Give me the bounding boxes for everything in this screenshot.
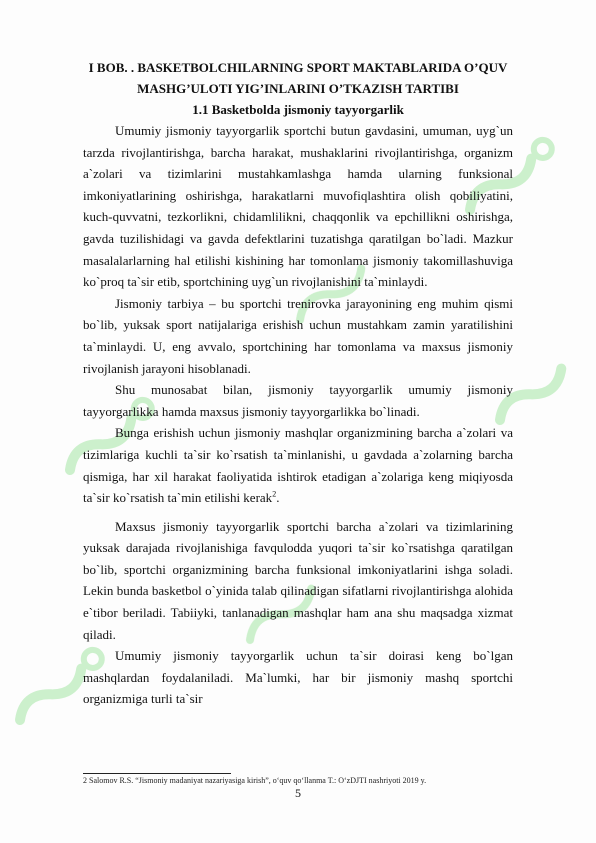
- chapter-title: I BOB. . BASKETBOLCHILARNING SPORT MAKTABLARIDA O’QUV MASHG’ULOTI YIG’INLARINI O’TKAZISH TARTIBI: [88, 60, 508, 96]
- paragraph: Shu munosabat bilan, jismoniy tayyorgarlik umumiy jismoniy tayyorgarlikka hamda maxsus jismoniy tayyorgarlikka bo`linadi.: [83, 382, 513, 419]
- paragraph-text: Bunga erishish uchun jismoniy mashqlar organizmining barcha a`zolari va tizimlariga kuchli ta`sir ko`rsatish ta`minlanishi, u gavdada a`zolarning barcha qismiga, har xil harakat faoliyatida ishtirok etadigan a`zolariga keng miqiyosda ta`sir ko`rsatish ta`min etilishi kerak: [83, 425, 513, 506]
- paragraph: Jismoniy tarbiya – bu sportchi trenirovka jarayonining eng muhim qismi bo`lib, yuksak sport natijalariga erishish uchun mustahkam zamin yaratilishini ta`minlaydi. U, eng avvalo, sportchining har tomonlama va maxsus jismoniy rivojlanish jarayoni hisoblanadi.: [83, 295, 513, 376]
- page-number: 5: [295, 786, 301, 800]
- paragraph: Maxsus jismoniy tayyorgarlik sportchi barcha a`zolari va tizimlarining yuksak darajada rivojlanishiga favqulodda yuqori ta`sir ko`rsatishga qaratilgan bo`lib, sportchi organizmining barcha funksional imkoniyatlarini ishga soladi. Lekin bunda basketbol o`yinida talab qilinadigan sifatlarni rivojlantirishga alohida e`tibor beriladi. Tabiiyki, tanlanadigan mashqlar ham ana shu maqsadga xizmat qiladi.: [83, 518, 513, 642]
- footnote-reference[interactable]: 2: [272, 489, 277, 499]
- paragraph-with-footnote: [83, 422, 513, 508]
- footnote-divider: [83, 773, 231, 774]
- paragraph: Umumiy jismoniy tayyorgarlik uchun ta`sir doirasi keng bo`lgan mashqlardan foydalaniladi. Ma`lumki, har bir jismoniy mashq sportchi organizmiga turli ta`sir: [83, 648, 513, 707]
- footnote-text: 2 Salomov R.S. “Jismoniy madaniyat nazariyasiga kirish”, o‘quv qo‘llanma T.: O‘zDJTI nashriyoti 2019 y.: [83, 776, 427, 785]
- paragraph-end: .: [276, 490, 280, 506]
- section-title: 1.1 Basketbolda jismoniy tayyorgarlik: [192, 102, 404, 117]
- document-body: [83, 57, 513, 710]
- paragraph: Umumiy jismoniy tayyorgarlik sportchi butun gavdasini, umuman, uyg`un tarzda rivojlantirishga, barcha harakat, mushaklarini rivojlantirishga, organizm a`zolari va tizimlarini mustahkamlashga hamda ularning funksional imkoniyatlarining oshirishga, harakatlarni muvofiqlashtira olish qobiliyatini, kuch-quvvatni, tezkorlikni, chidamlilikni, chaqqonlik va epchillikni oshirishga, gavda tuzilishidagi va gavda defektlarini tuzatishga qaratilgan bo`ladi. Mazkur masalalarlarning hal etilishi kishining har tomonlama jismoniy takomillashuviga ko`proq ta`sir etib, sportchining uyg`un rivojlanishini ta`minlaydi.: [83, 123, 513, 290]
